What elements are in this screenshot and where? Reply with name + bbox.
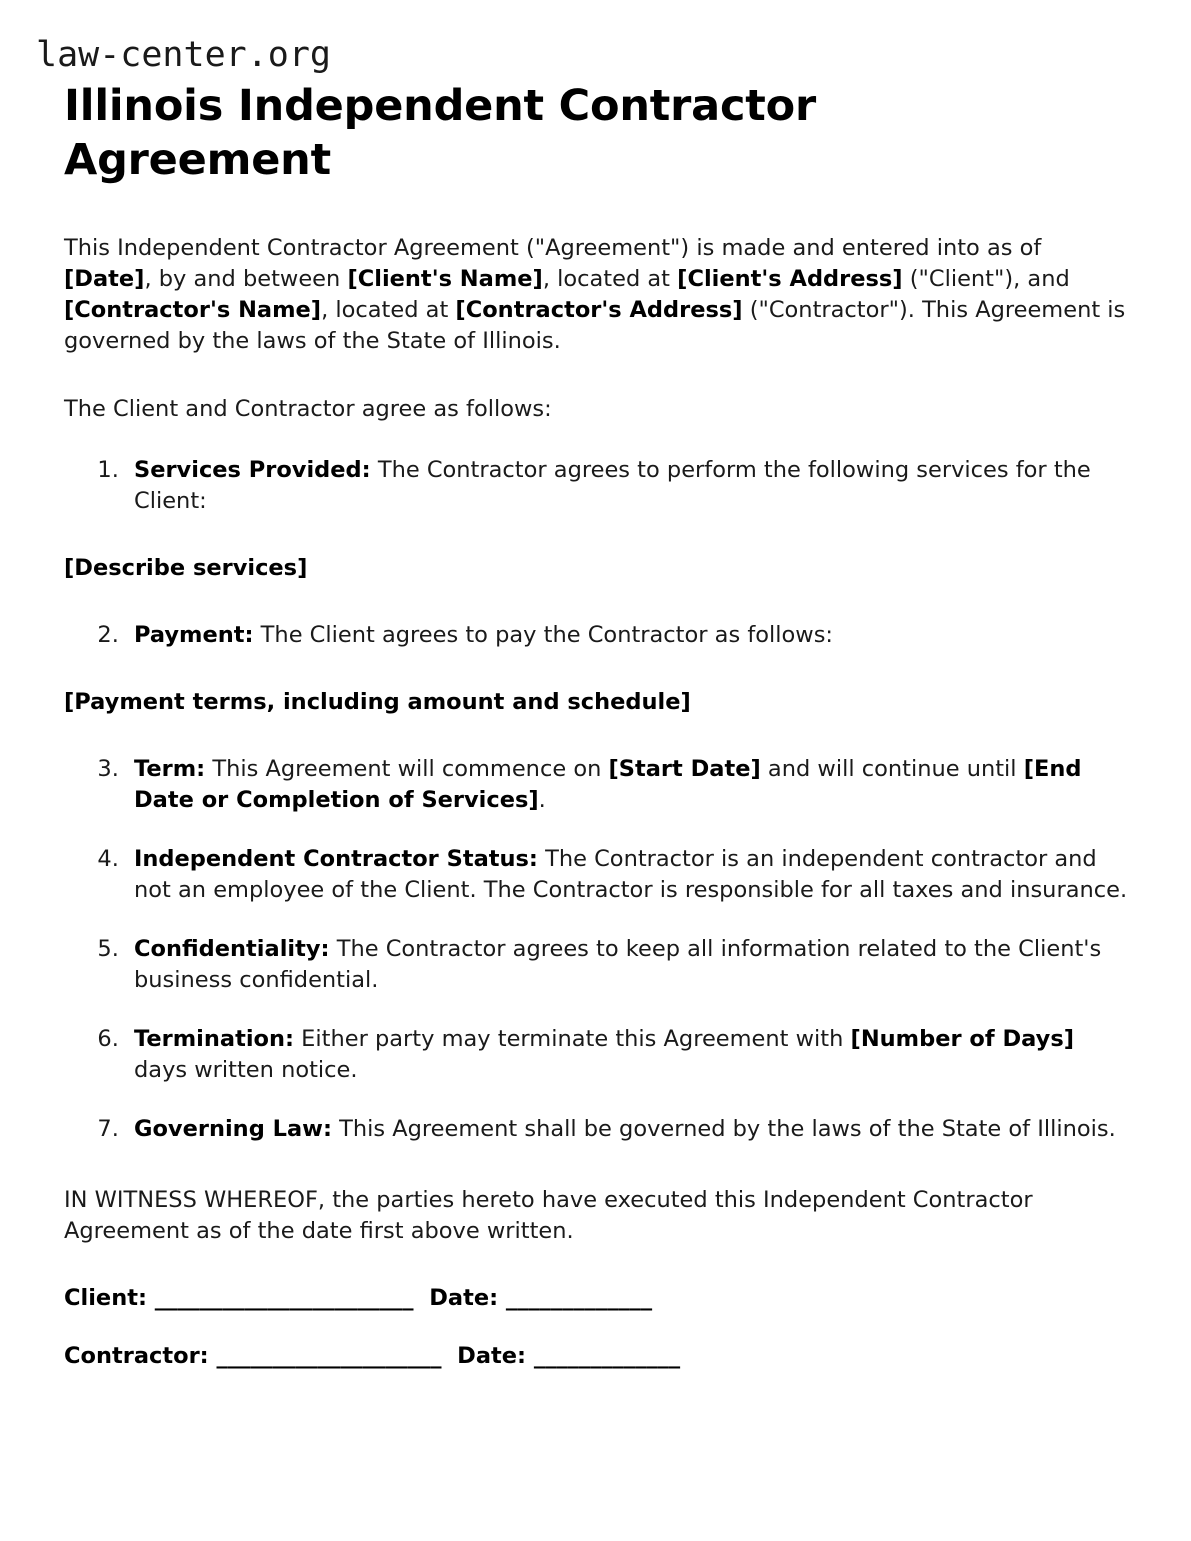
clause-item-services-provided	[126, 455, 1130, 517]
document-body	[0, 187, 1191, 1372]
clause-item-independent-contractor-status	[126, 844, 1130, 906]
site-brand: law-center.org	[36, 35, 332, 75]
clause-label: Payment:	[134, 621, 254, 648]
clause-item-payment	[126, 620, 1130, 651]
spacer	[64, 187, 1130, 233]
intro-text-5: , located at	[321, 297, 456, 324]
spacer	[64, 1145, 1130, 1185]
clause-label: Termination:	[134, 1026, 295, 1053]
clause-text-before: Either party may terminate this Agreement with	[294, 1026, 851, 1053]
contractor-address-placeholder: [Contractor's Address]	[455, 297, 743, 324]
intro-text-3: , located at	[542, 266, 678, 293]
clause-item-term	[126, 754, 1130, 816]
witness-clause: IN WITNESS WHEREOF, the parties hereto have executed this Independent Contractor Agreement as of the date first above written.	[64, 1187, 1033, 1245]
spacer	[64, 358, 1130, 394]
spacer	[64, 517, 1130, 553]
clause-text: This Agreement shall be governed by the laws of the State of Illinois.	[331, 1116, 1116, 1143]
clause-text: The Contractor is an independent contractor and not an employee of the Client. The Contractor is responsible for all taxes and insurance.	[134, 845, 1128, 903]
clause-label: Governing Law:	[134, 1116, 332, 1143]
number-of-days-placeholder: [Number of Days]	[850, 1026, 1074, 1053]
client-name-placeholder: [Client's Name]	[347, 266, 543, 293]
contractor-name-placeholder: [Contractor's Name]	[64, 297, 322, 324]
clause-text-after: .	[538, 786, 546, 813]
clause-text: The Contractor agrees to perform the following services for the Client:	[134, 456, 1091, 514]
end-date-placeholder: [End Date or Completion of Services]	[134, 755, 1082, 813]
clause-list-part-1	[64, 455, 1130, 517]
clause-text: The Client agrees to pay the Contractor as follows:	[253, 621, 833, 648]
clause-list-part-3	[64, 754, 1130, 1145]
intro-text-4: ("Client"), and	[902, 266, 1070, 293]
spacer	[64, 1314, 1130, 1341]
clause-text-after: days written notice.	[134, 1057, 358, 1084]
clause-item-governing-law	[126, 1114, 1130, 1145]
clause-text-mid: and will continue until	[760, 755, 1024, 782]
spacer	[64, 718, 1130, 754]
spacer	[64, 1247, 1130, 1283]
clause-label: Independent Contractor Status:	[134, 845, 538, 872]
clause-label: Term:	[134, 755, 206, 782]
client-signature-line: Client: _______________________ Date: _____________	[64, 1285, 653, 1312]
page-title: Illinois Independent Contractor Agreement	[64, 81, 816, 186]
clause-list-part-2	[64, 620, 1130, 651]
spacer	[64, 425, 1130, 455]
spacer	[64, 584, 1130, 620]
intro-text-1: This Independent Contractor Agreement ("Agreement") is made and entered into as of	[64, 235, 1042, 262]
intro-paragraph	[64, 233, 1130, 357]
clause-label: Confidentiality:	[134, 936, 330, 962]
clause-item-confidentiality	[126, 934, 1130, 996]
start-date-placeholder: [Start Date]	[608, 755, 761, 782]
clause-item-termination	[126, 1024, 1130, 1086]
describe-services-placeholder: [Describe services]	[64, 554, 308, 581]
payment-terms-placeholder: [Payment terms, including amount and schedule]	[64, 688, 691, 715]
spacer	[64, 651, 1130, 687]
agree-line: The Client and Contractor agree as follows:	[64, 395, 552, 422]
client-address-placeholder: [Client's Address]	[677, 266, 903, 293]
contractor-signature-line: Contractor: ____________________ Date: _____________	[64, 1343, 681, 1370]
clause-text: The Contractor agrees to keep all information related to the Client's business confidential.	[134, 936, 1102, 994]
clause-label: Services Provided:	[134, 456, 371, 483]
clause-text-before: This Agreement will commence on	[205, 755, 609, 782]
date-placeholder: [Date]	[64, 266, 145, 293]
intro-text-2: , by and between	[144, 266, 348, 293]
intro-text-6: ("Contractor"). This Agreement is governed by the laws of the State of Illinois.	[64, 297, 1126, 355]
